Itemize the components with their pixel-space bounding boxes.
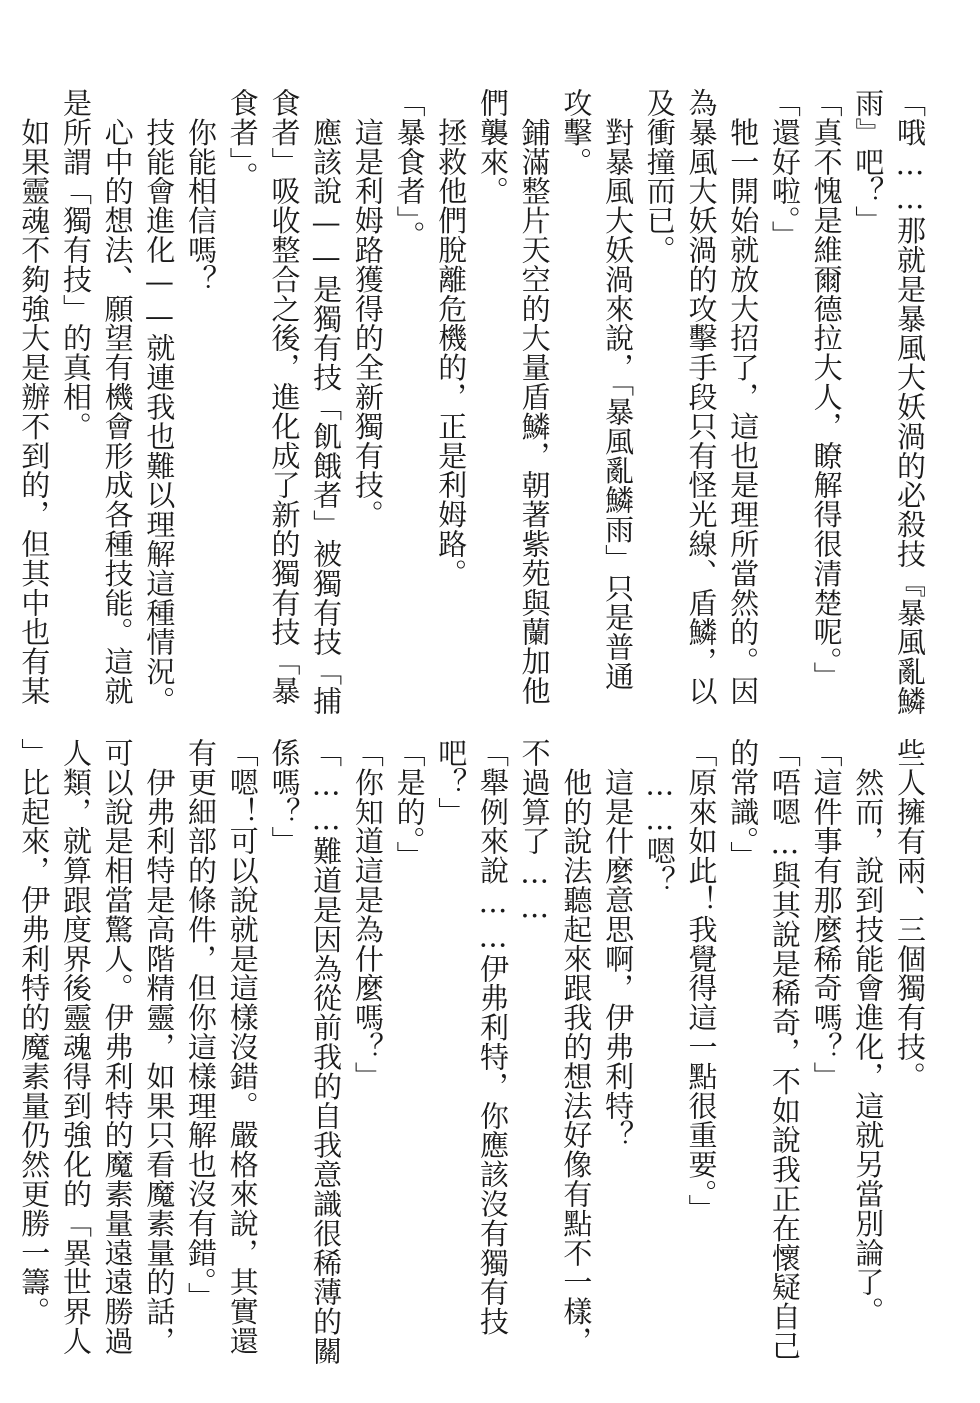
text-line: 「舉例來說……伊弗利特，你應該沒有獨有技	[475, 738, 510, 1336]
text-line: 鋪滿整片天空的大量盾鱗，朝著紫苑與蘭加他	[517, 88, 552, 706]
text-line: 係嗎？」	[267, 738, 302, 856]
text-line: 是所謂「獨有技」的真相。	[58, 88, 93, 441]
text-line: 為暴風大妖渦的攻擊手段只有怪光線、盾鱗，以	[684, 88, 719, 706]
text-line: 這是什麼意思啊，伊弗利特？	[601, 738, 636, 1150]
text-line: 應該說——是獨有技「飢餓者」被獨有技「捕	[309, 88, 344, 716]
text-line: ……嗯？	[642, 738, 677, 895]
text-line: 「這件事有那麼稀奇嗎？」	[809, 738, 844, 1091]
text-line: 有更細部的條件，但你這樣理解也沒有錯。」	[184, 738, 219, 1312]
text-line: 然而，說到技能會進化，這就另當別論了。	[851, 738, 886, 1326]
text-line: 「原來如此！我覺得這一點很重要。」	[684, 738, 719, 1224]
text-line: 拯救他們脫離危機的，正是利姆路。	[434, 88, 469, 588]
text-line: 「還好啦。」	[767, 88, 802, 250]
text-line: 些人擁有兩、三個獨有技。	[893, 738, 927, 1091]
text-line: 及衝撞而已。	[642, 88, 677, 265]
text-line: 」比起來，伊弗利特的魔素量仍然更勝一籌。	[17, 738, 52, 1326]
text-line: 攻擊。	[559, 88, 594, 177]
text-line: 的常識。」	[726, 738, 761, 871]
text-line: 「是的。」	[392, 738, 427, 871]
bottom-text-block	[17, 738, 930, 1366]
text-line: 雨』吧？」	[851, 88, 886, 235]
text-line: 心中的想法、願望有機會形成各種技能。這就	[100, 88, 135, 706]
text-line: 技能會進化——就連我也難以理解這種情況。	[142, 88, 177, 716]
text-line: 不過算了……	[517, 738, 552, 925]
text-line: 這是利姆路獲得的全新獨有技。	[350, 88, 385, 529]
text-line: 他的說法聽起來跟我的想法好像有點不一樣，	[559, 738, 594, 1356]
text-line: 吧？」	[434, 738, 469, 827]
text-line: 「嗯！可以說就是這樣沒錯。嚴格來說，其實還	[225, 738, 260, 1356]
text-line: 「……難道是因為從前我的自我意識很稀薄的關	[309, 738, 344, 1366]
top-text-block	[17, 88, 930, 716]
text-line: 食者」。	[225, 88, 260, 192]
text-line: 你能相信嗎？	[184, 88, 219, 294]
text-line: 「暴食者」。	[392, 88, 427, 250]
text-line: 食者」吸收整合之後，進化成了新的獨有技「暴	[267, 88, 302, 706]
text-line: 牠一開始就放大招了，這也是理所當然的。因	[726, 88, 761, 706]
text-line: 「哦……那就是暴風大妖渦的必殺技『暴風亂鱗	[893, 88, 927, 716]
text-line: 伊弗利特是高階精靈，如果只看魔素量的話，	[142, 738, 177, 1356]
text-line: 「唔嗯…與其說是稀奇，不如說我正在懷疑自己	[767, 738, 802, 1361]
text-line: 「真不愧是維爾德拉大人，瞭解得很清楚呢。」	[809, 88, 844, 691]
text-line: 「你知道這是為什麼嗎？」	[350, 738, 385, 1091]
text-line: 可以說是相當驚人。伊弗利特的魔素量遠遠勝過	[100, 738, 135, 1356]
text-line: 對暴風大妖渦來說，「暴風亂鱗雨」只是普通	[601, 88, 636, 691]
text-line: 人類，就算跟度界後靈魂得到強化的「異世界人	[58, 738, 93, 1356]
text-line: 們襲來。	[475, 88, 510, 206]
text-line: 如果靈魂不夠強大是辦不到的，但其中也有某	[17, 88, 52, 706]
